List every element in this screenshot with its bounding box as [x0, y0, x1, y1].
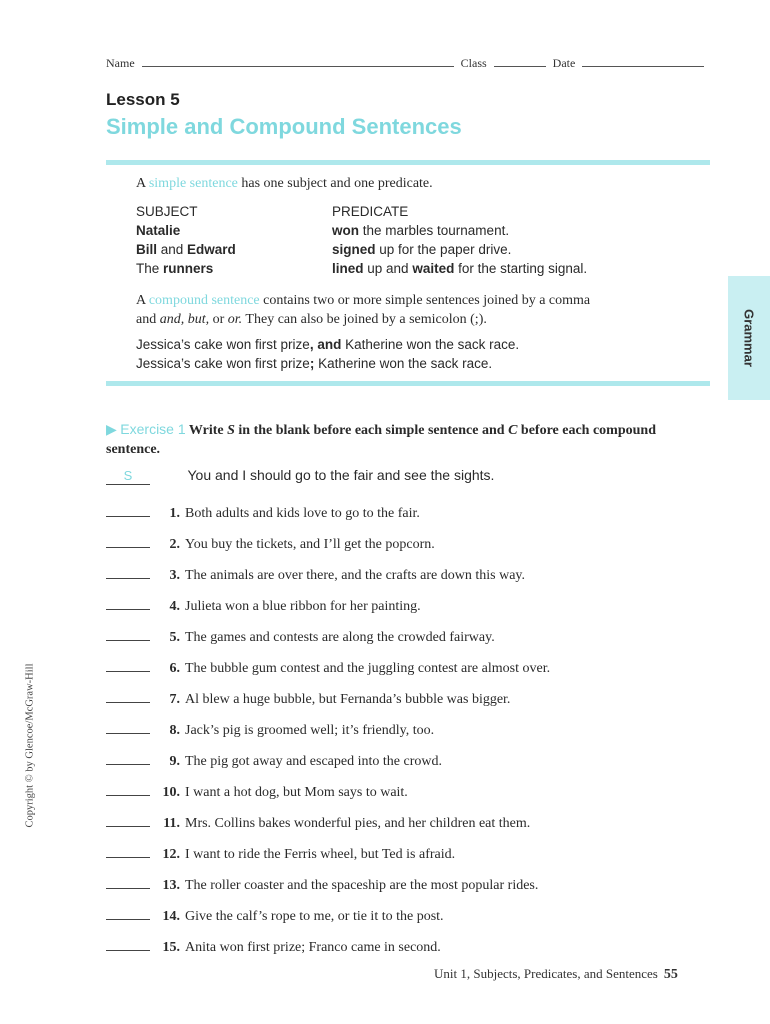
- exercise-item: [106, 564, 525, 584]
- exercise-item: [106, 874, 538, 894]
- predicate-cell-2: signed up for the paper drive.: [332, 242, 512, 257]
- exercise-item: [106, 626, 495, 646]
- sample-sentence: You and I should go to the fair and see the sights.: [187, 467, 495, 483]
- exercise-instructions: [106, 420, 710, 459]
- example-2-semicolon: ;: [309, 356, 315, 371]
- play-arrow-icon: ▶: [106, 421, 117, 437]
- example-1-part-a: Jessica’s cake won first prize: [136, 337, 310, 352]
- simple-sentence-definition: [136, 176, 433, 192]
- exercise-item: [106, 905, 444, 925]
- class-field[interactable]: [494, 54, 546, 67]
- answer-blank[interactable]: [106, 905, 150, 920]
- exercise-item: [106, 719, 434, 739]
- predicate-cell-3: lined up and waited for the starting signal.: [332, 261, 588, 276]
- item-number: 3.: [169, 568, 180, 583]
- item-number: 7.: [169, 692, 180, 707]
- intro-article: A: [136, 176, 149, 191]
- header-fields: [106, 54, 710, 71]
- exercise-item: [106, 657, 550, 677]
- subject-cell-3: The runners: [136, 261, 214, 276]
- item-sentence: Both adults and kids love to go to the fair.: [185, 506, 420, 521]
- exercise-item: [106, 781, 408, 801]
- footer-text: Unit 1, Subjects, Predicates, and Sentences: [434, 966, 658, 981]
- item-sentence: I want to ride the Ferris wheel, but Ted is afraid.: [185, 847, 456, 862]
- answer-blank[interactable]: [106, 502, 150, 517]
- compound-example-2: [136, 356, 492, 371]
- exercise-item: [106, 688, 510, 708]
- example-2-part-a: Jessica’s cake won first prize: [136, 356, 310, 371]
- item-sentence: Anita won first prize; Franco came in second.: [185, 940, 441, 955]
- copyright-notice: Copyright © by Glencoe/McGraw-Hill: [24, 663, 36, 828]
- name-field[interactable]: [142, 54, 454, 67]
- item-sentence: Give the calf’s rope to me, or tie it to the post.: [185, 909, 444, 924]
- item-number: 2.: [169, 537, 180, 552]
- compound-rest-a: contains two or more simple sentences joined by a comma: [259, 293, 591, 308]
- item-number: 14.: [162, 909, 180, 924]
- grammar-tab-label: Grammar: [741, 309, 757, 367]
- example-2-part-c: Katherine won the sack race.: [314, 356, 493, 371]
- simple-sentence-term: simple sentence: [148, 176, 238, 191]
- answer-blank[interactable]: [106, 626, 150, 641]
- answer-blank[interactable]: [106, 657, 150, 672]
- exercise-item: [106, 502, 420, 522]
- sample-answer: S: [106, 470, 150, 485]
- item-sentence: Julieta won a blue ribbon for her painting.: [185, 599, 421, 614]
- date-field[interactable]: [582, 54, 704, 67]
- compound-sentence-definition: [136, 291, 696, 329]
- or-word: or: [209, 312, 228, 327]
- item-number: 10.: [162, 785, 180, 800]
- answer-blank[interactable]: [106, 719, 150, 734]
- sample-item: [106, 467, 494, 485]
- s-letter: S: [227, 423, 235, 438]
- compound-sentence-term: compound sentence: [148, 293, 260, 308]
- item-sentence: I want a hot dog, but Mom says to wait.: [185, 785, 408, 800]
- bottom-rule: [106, 381, 710, 386]
- item-sentence: The animals are over there, and the crafts are down this way.: [185, 568, 526, 583]
- item-sentence: The roller coaster and the spaceship are the most popular rides.: [185, 878, 539, 893]
- name-label: Name: [106, 56, 135, 70]
- answer-blank[interactable]: [106, 688, 150, 703]
- exercise-item: [106, 936, 441, 956]
- answer-blank[interactable]: [106, 812, 150, 827]
- answer-blank[interactable]: [106, 874, 150, 889]
- instruction-part-2: in the blank before each simple sentence and: [234, 423, 509, 438]
- item-number: 12.: [162, 847, 180, 862]
- item-number: 9.: [169, 754, 180, 769]
- predicate-cell-1: won the marbles tournament.: [332, 223, 510, 238]
- lesson-number: Lesson 5: [106, 90, 180, 109]
- answer-blank[interactable]: [106, 843, 150, 858]
- intro-rest: has one subject and one predicate.: [237, 176, 433, 191]
- answer-blank[interactable]: [106, 781, 150, 796]
- top-rule: [106, 160, 710, 165]
- item-sentence: The games and contests are along the crowded fairway.: [185, 630, 495, 645]
- item-number: 11.: [163, 816, 180, 831]
- item-number: 6.: [169, 661, 180, 676]
- item-sentence: Mrs. Collins bakes wonderful pies, and her children eat them.: [185, 816, 531, 831]
- exercise-item: [106, 595, 421, 615]
- page-number: 55: [663, 967, 678, 982]
- exercise-item: [106, 750, 442, 770]
- item-number: 4.: [169, 599, 180, 614]
- instruction-part-3: before each compound sentence.: [106, 423, 656, 457]
- date-label: Date: [552, 56, 576, 70]
- class-label: Class: [460, 56, 487, 70]
- item-number: 13.: [162, 878, 180, 893]
- instruction-part-1: Write: [185, 423, 228, 438]
- item-sentence: The bubble gum contest and the juggling contest are almost over.: [185, 661, 551, 676]
- item-sentence: Jack’s pig is groomed well; it’s friendly, too.: [185, 723, 435, 738]
- item-number: 8.: [169, 723, 180, 738]
- page-footer: [434, 966, 678, 983]
- conjunction-list: and, but,: [159, 312, 210, 327]
- page-title: Simple and Compound Sentences: [106, 114, 462, 139]
- subject-header: SUBJECT: [136, 204, 198, 219]
- compound-rest-b: and: [136, 312, 160, 327]
- exercise-item: [106, 533, 435, 553]
- example-1-part-c: Katherine won the sack race.: [341, 337, 520, 352]
- item-sentence: You buy the tickets, and I’ll get the popcorn.: [185, 537, 435, 552]
- subject-cell-2: Bill and Edward: [136, 242, 236, 257]
- predicate-header: PREDICATE: [332, 204, 409, 219]
- compound-rest-c: They can also be joined by a semicolon (;).: [242, 312, 487, 327]
- c-letter: C: [508, 423, 518, 438]
- item-number: 5.: [169, 630, 180, 645]
- answer-blank[interactable]: [106, 936, 150, 951]
- answer-blank[interactable]: [106, 533, 150, 548]
- subject-cell-1: Natalie: [136, 223, 181, 238]
- exercise-item: [106, 812, 530, 832]
- answer-blank[interactable]: [106, 564, 150, 579]
- item-sentence: The pig got away and escaped into the crowd.: [185, 754, 442, 769]
- or-italic: or.: [227, 312, 243, 327]
- exercise-item: [106, 843, 455, 863]
- compound-example-1: [136, 337, 519, 352]
- item-number: 15.: [162, 940, 180, 955]
- grammar-side-tab: [728, 276, 770, 400]
- item-number: 1.: [169, 506, 180, 521]
- compound-article: A: [136, 293, 149, 308]
- exercise-label: Exercise 1: [120, 421, 186, 437]
- item-sentence: Al blew a huge bubble, but Fernanda’s bubble was bigger.: [185, 692, 511, 707]
- answer-blank[interactable]: [106, 595, 150, 610]
- example-1-conjunction: , and: [309, 337, 342, 352]
- answer-blank[interactable]: [106, 750, 150, 765]
